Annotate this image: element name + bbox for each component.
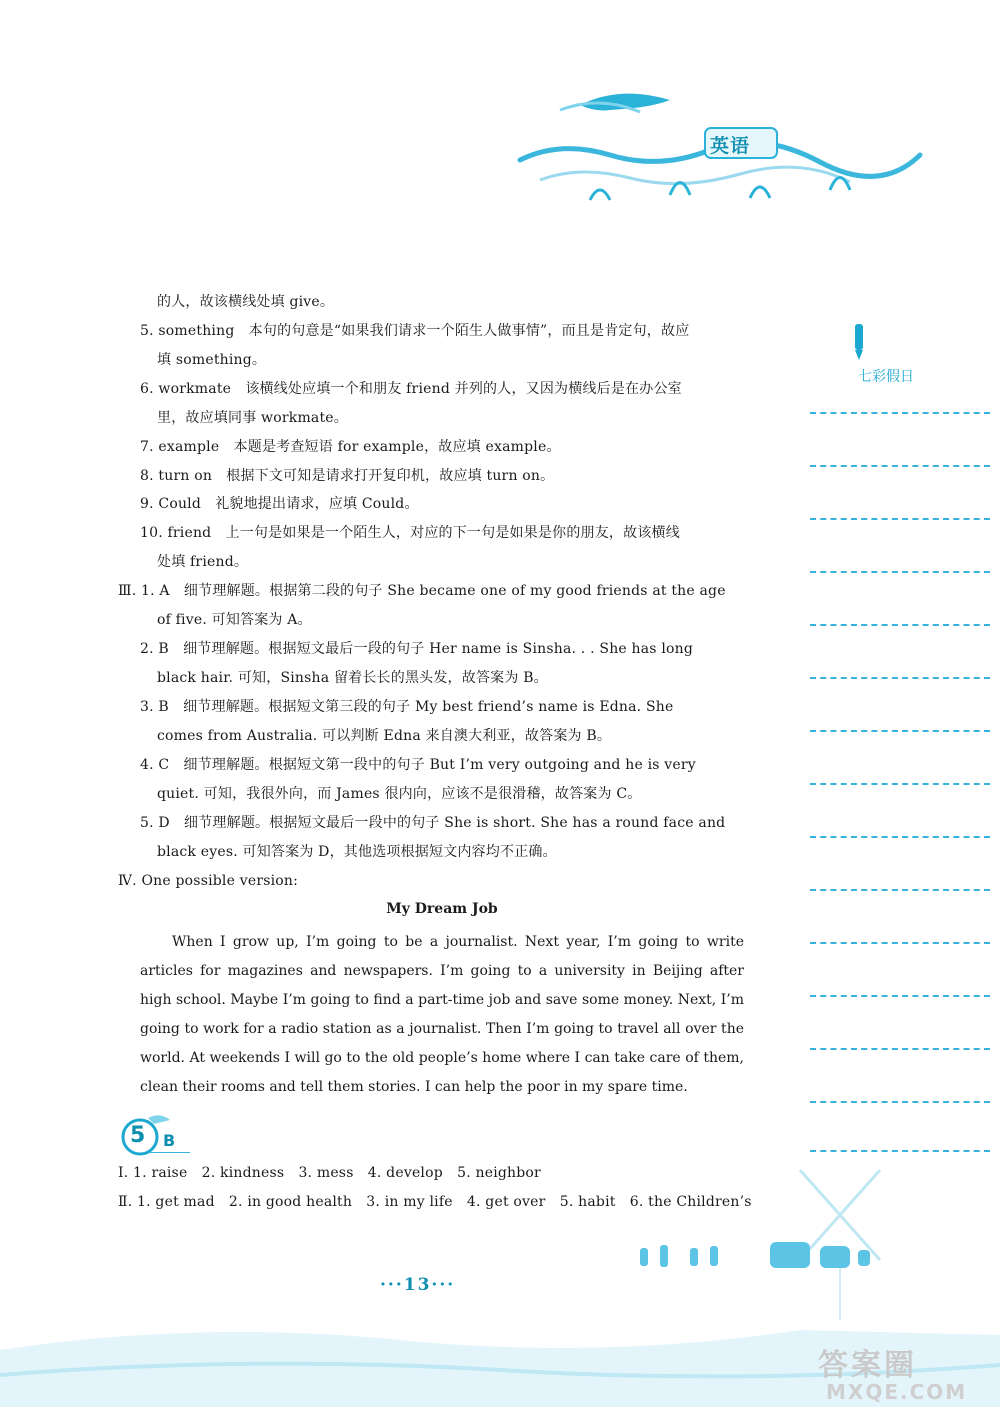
note-line: [810, 412, 990, 414]
answer-line: Ⅱ. 1. get mad 2. in good health 3. in my life 4. get over 5. habit 6. the Children’s: [118, 1194, 752, 1210]
text-line: 里，故应填同事 workmate。: [157, 410, 348, 426]
text-line: 的人，故该横线处填 give。: [157, 294, 335, 310]
page-number: ···13···: [380, 1275, 456, 1295]
side-label: 七彩假日: [858, 369, 914, 385]
text-line: quiet. 可知，我很外向，而 James 很内向，应该不是很滑稽，故答案为 C。: [157, 786, 642, 802]
note-line: [810, 942, 990, 944]
text-line: 4. C 细节理解题。根据短文第一段中的句子 But I’m very outgoing and he is very: [140, 757, 696, 773]
pen-icon: [848, 322, 870, 362]
note-line: [810, 995, 990, 997]
text-line: Ⅳ. One possible version:: [118, 873, 299, 889]
essay-text: When I grow up, I’m going to be a journalist. Next year, I’m going to write articles for magazines and newspapers. I’m going to a university in Beijing after high school. Maybe I’m going to find a part-time job and save some money. Next, I’m going to work for a radio station as a journalist. Then I’m going to travel all over the world. At weekends I will go to the old people’s home where I can take care of them, clean their rooms and tell them stories. I can help the poor in my spare time.: [140, 934, 744, 1095]
text-line: black eyes. 可知答案为 D，其他选项根据短文内容均不正确。: [157, 844, 557, 860]
note-line: [810, 889, 990, 891]
text-line: Ⅲ. 1. A 细节理解题。根据第二段的句子 She became one of my good friends at the age: [118, 583, 726, 599]
note-line: [810, 571, 990, 573]
text-line: black hair. 可知，Sinsha 留着长长的黑头发，故答案为 B。: [157, 670, 548, 686]
text-line: 填 something。: [157, 352, 267, 368]
text-line: 5. D 细节理解题。根据短文最后一段中的句子 She is short. She has a round face and: [140, 815, 726, 831]
text-line: 6. workmate 该横线处应填一个和朋友 friend 并列的人，又因为横线后是在办公室: [140, 381, 682, 397]
note-line: [810, 518, 990, 520]
note-line: [810, 730, 990, 732]
note-line: [810, 624, 990, 626]
note-line: [810, 677, 990, 679]
text-line: 10. friend 上一句是如果是一个陌生人，对应的下一句是如果是你的朋友，故该横线: [140, 525, 680, 541]
section-letter: B: [163, 1131, 176, 1150]
text-line: 3. B 细节理解题。根据短文第三段的句子 My best friend’s name is Edna. She: [140, 699, 674, 715]
text-line: 7. example 本题是考查短语 for example，故应填 example。: [140, 439, 561, 455]
text-line: 9. Could 礼貌地提出请求，应填 Could。: [140, 496, 419, 512]
text-line: 2. B 细节理解题。根据短文最后一段的句子 Her name is Sinsha. . . She has long: [140, 641, 694, 657]
answer-line: Ⅰ. 1. raise 2. kindness 3. mess 4. develop 5. neighbor: [118, 1165, 541, 1181]
note-line: [810, 783, 990, 785]
text-line: 处填 friend。: [157, 554, 249, 570]
text-line: comes from Australia. 可以判断 Edna 来自澳大利亚，故答案为 B。: [157, 728, 612, 744]
watermark-text: 答案圈: [818, 1348, 917, 1383]
note-line: [810, 1101, 990, 1103]
subject-title: 英语: [710, 135, 751, 157]
text-line: 8. turn on 根据下文可知是请求打开复印机，故应填 turn on。: [140, 468, 555, 484]
note-line: [810, 465, 990, 467]
section-number: 5: [130, 1123, 146, 1148]
note-line: [810, 1048, 990, 1050]
note-line: [810, 836, 990, 838]
text-line: 5. something 本句的句意是“如果我们请求一个陌生人做事情”，而且是肯定句，故应: [140, 323, 690, 339]
essay-body: [140, 928, 744, 1102]
watermark-url: MXQE.COM: [826, 1380, 968, 1404]
text-line: of five. 可知答案为 A。: [157, 612, 312, 628]
essay-title: My Dream Job: [386, 901, 498, 917]
